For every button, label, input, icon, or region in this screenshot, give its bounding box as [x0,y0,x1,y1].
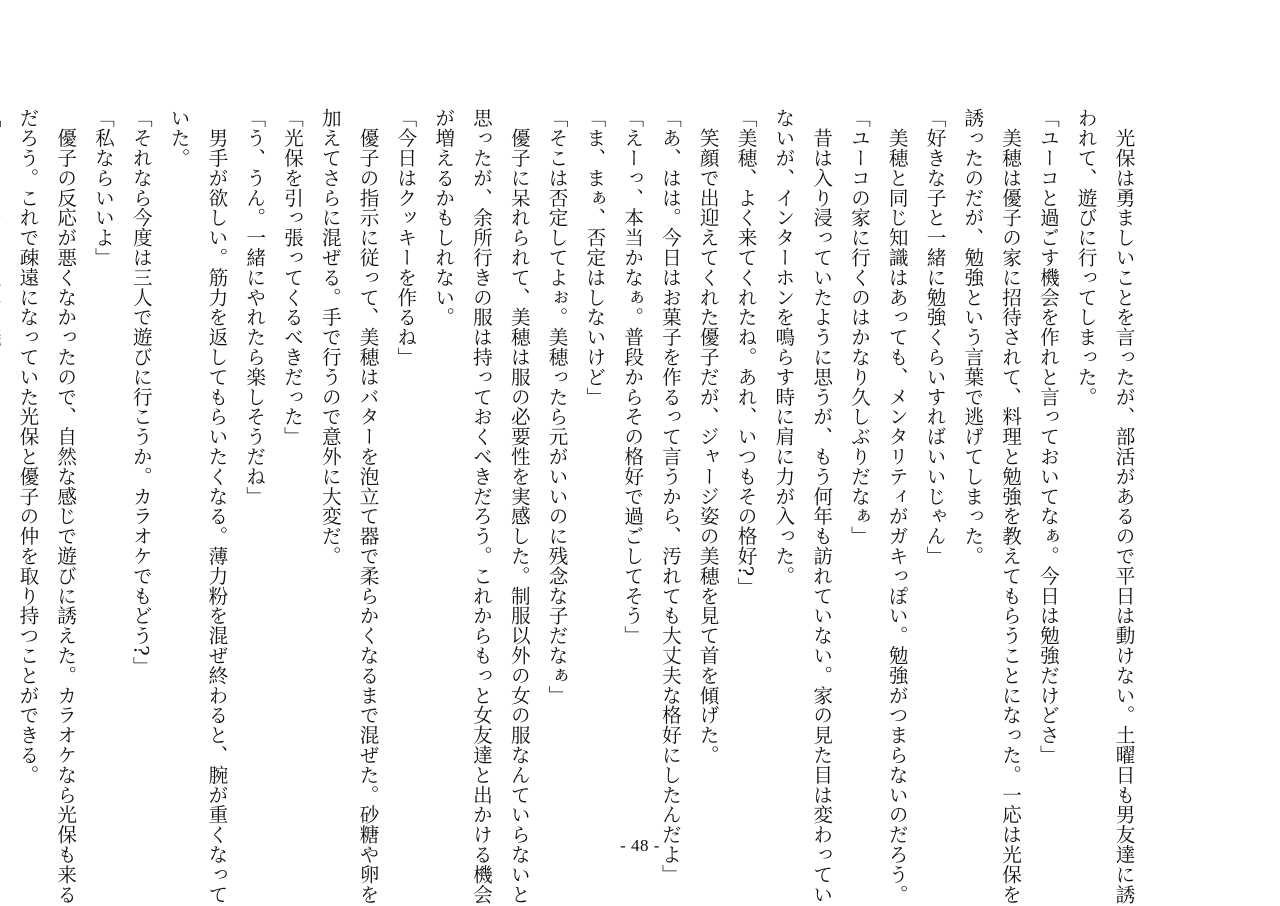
text-line: 「えーっ、本当かなぁ。普段からその格好で過ごしてそう」 [620,108,644,646]
text-line: 「ユーコの家に行くのはかなり久しぶりだなぁ」 [847,108,871,546]
text-line [0,108,8,828]
text-line: 「ユーコと過ごす機会を作れと言っておいてなぁ。今日は勉強だけどさ」 [1036,108,1060,765]
text-line: 笑顔で出迎えてくれた優子だが、ジャージ姿の美穂を見て首を傾げた。 [696,108,720,765]
text-line: 男手が欲しい。筋力を返してもらいたくなる。薄力粉を混ぜ終わると、腕が重くなって [204,108,228,904]
text-line: 美穂は優子の家に招待されて、料理と勉強を教えてもらうことになった。一応は光保を [998,108,1022,904]
text-line: 思ったが、余所行きの服は持っておくべきだろう。これからもっと女友達と出かける機会 [469,108,493,904]
text-line: 加えてさらに混ぜる。手で行うので意外に大変だ。 [318,108,342,566]
text-line: ないが、インターホンを鳴らす時に肩に力が入った。 [771,108,795,586]
text-line: 優子の反応が悪くなかったので、自然な感じで遊びに誘えた。カラオケなら光保も来る [53,108,77,904]
text-line: 「う、うん。一緒にやれたら楽しそうだね」 [242,108,266,506]
text-line: 誘ったのだが、勉強という言葉で逃げてしまった。 [960,108,984,566]
text-line: が増えるかもしれない。 [431,108,455,327]
text-line: 優子の指示に従って、美穂はバターを泡立て器で柔らかくなるまで混ぜた。砂糖や卵を [356,108,380,904]
text-line: 「それなら今度は三人で遊びに行こうか。カラオケでもどう?」 [129,108,153,677]
page-number: - 48 - [620,836,660,855]
text-line: 「あ、はは。今日はお菓子を作るって言うから、汚れても大丈夫な格好にしたんだよ」 [658,108,682,885]
text-line: 「私ならいいよ」 [91,108,115,268]
text-line: 「そこは否定してよぉ。美穂ったら元がいいのに残念な子だなぁ」 [545,108,569,705]
text-line: 光保は勇ましいことを言ったが、部活があるので平日は動けない。土曜日も男友達に誘 [1112,108,1135,904]
text-line: 「今日はクッキーを作るね」 [393,108,417,367]
text-line: 「ま、まぁ、否定はしないけど」 [582,108,606,407]
text-line: 優子に呆れられて、美穂は服の必要性を実感した。制服以外の女の服なんていらないと [507,108,531,904]
text-line: 「光保を引っ張ってくるべきだった」 [280,108,304,447]
text-line: 美穂と同じ知識はあっても、メンタリティがガキっぽい。勉強がつまらないのだろう。 [885,108,909,904]
text-line: いた。 [167,108,191,168]
text-line: 「好きな子と一緒に勉強くらいすればいいじゃん」 [923,108,947,566]
text-line: だろう。これで疎遠になっていた光保と優子の仲を取り持つことができる。 [15,108,39,785]
text-line: 「美穂、よく来てくれたね。あれ、いつもその格好?」 [734,108,758,597]
text-line: われて、遊びに行ってしまった。 [1074,108,1098,407]
text-line: 昔は入り浸っていたように思うが、もう何年も訪れていない。家の見た目は変わってい [809,108,833,904]
